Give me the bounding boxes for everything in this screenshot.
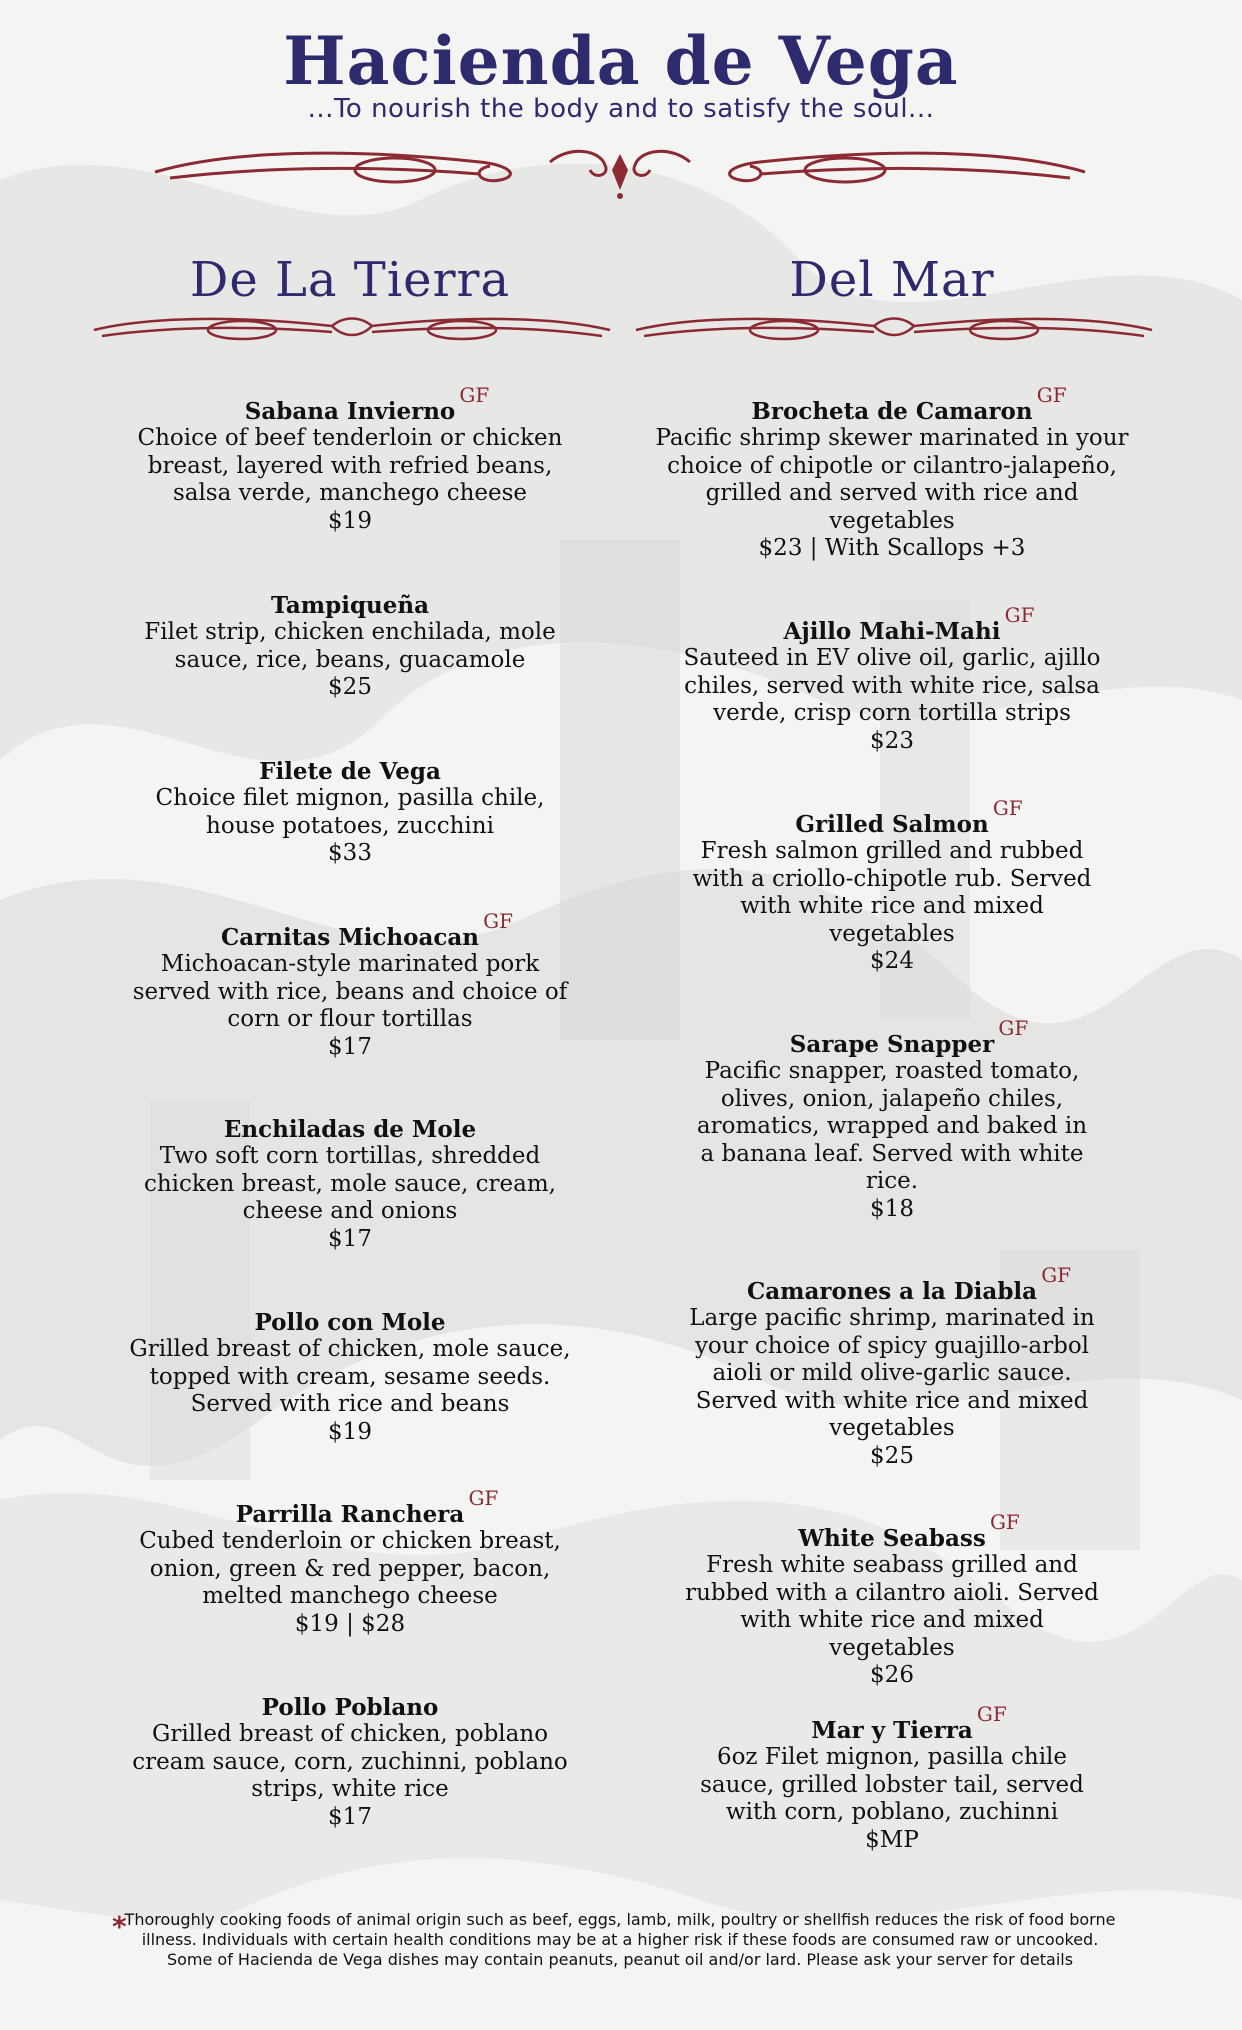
section-title: De La Tierra: [189, 252, 511, 308]
gluten-free-badge: GF: [998, 1016, 1029, 1040]
gluten-free-badge: GF: [989, 1510, 1020, 1534]
dish-description: Cubed tenderloin or chicken breast, onion, green & red pepper, bacon, melted manchego cheese: [139, 1528, 561, 1609]
dish-name: Carnitas Michoacan GF: [220, 909, 514, 951]
menu-item: [90, 1694, 610, 1831]
menu-item: [90, 909, 610, 1061]
dish-description: Two soft corn tortillas, shredded chicken breast, mole sauce, cream, cheese and onions: [143, 1143, 556, 1224]
dish-price: $MP: [865, 1826, 919, 1853]
dish-description: 6oz Filet mignon, pasilla chile sauce, grilled lobster tail, served with corn, poblano, zuchinni: [700, 1744, 1084, 1825]
dish-price: $23 | With Scallops +3: [758, 535, 1026, 561]
dish-price: $23: [870, 727, 914, 754]
de-la-tierra-section: [90, 250, 610, 1830]
menu-item: [632, 603, 1152, 755]
menu-item: [632, 383, 1152, 563]
dish-description: Michoacan-style marinated pork served with rice, beans and choice of corn or flour tortillas: [132, 951, 568, 1032]
dish-description: Grilled breast of chicken, poblano cream sauce, corn, zuchinni, poblano strips, white rice: [132, 1721, 568, 1802]
gluten-free-badge: GF: [468, 1486, 499, 1510]
dish-description: Sauteed in EV olive oil, garlic, ajillo chiles, served with white rice, salsa verde, crisp corn tortilla strips: [683, 645, 1101, 726]
dish-name: Camarones a la Diabla GF: [746, 1263, 1072, 1305]
gluten-free-badge: GF: [459, 383, 490, 407]
dish-price: $19: [328, 507, 372, 534]
dish-name: White Seabass GF: [798, 1510, 1020, 1552]
menu-item: [90, 758, 610, 868]
dish-price: $19: [328, 1418, 372, 1445]
dish-price: $26: [870, 1662, 914, 1688]
dish-name: Enchiladas de Mole: [223, 1116, 477, 1143]
dish-description: Large pacific shrimp, marinated in your choice of spicy guajillo-arbol aioli or mild olive-garlic sauce. Served with white rice and mixed vegetables: [689, 1305, 1095, 1441]
gluten-free-badge: GF: [976, 1702, 1007, 1726]
dish-name: Sabana Invierno GF: [244, 383, 490, 425]
top-ornament-flourish: [150, 140, 1090, 200]
dish-price: $33: [328, 840, 372, 866]
menu-item: [632, 796, 1152, 976]
menu-item: [632, 1702, 1152, 1854]
restaurant-tagline: ...To nourish the body and to satisfy the soul...: [307, 94, 935, 124]
menu-item: [90, 1309, 610, 1446]
right-column-flourish: [634, 312, 1154, 348]
gluten-free-badge: GF: [483, 909, 514, 933]
menu-item: [90, 592, 610, 702]
dish-name: Ajillo Mahi-Mahi GF: [783, 603, 1035, 645]
dish-description: Filet strip, chicken enchilada, mole sauce, rice, beans, guacamole: [144, 619, 556, 673]
gluten-free-badge: GF: [1036, 383, 1067, 407]
menu-item: [632, 1263, 1152, 1470]
menu-item: [632, 1510, 1152, 1690]
dish-name: Filete de Vega: [259, 758, 441, 785]
menu-header: [0, 22, 1242, 124]
dish-price: $25: [328, 674, 372, 700]
menu-item: [90, 1116, 610, 1253]
restaurant-title: Hacienda de Vega: [283, 22, 959, 100]
dish-name: Tampiqueña: [270, 592, 430, 619]
gluten-free-badge: GF: [1004, 603, 1035, 627]
dish-description: Choice of beef tenderloin or chicken breast, layered with refried beans, salsa verde, manchego cheese: [137, 425, 563, 506]
gluten-free-badge: GF: [992, 796, 1023, 820]
dish-name: Brocheta de Camaron GF: [751, 383, 1067, 425]
del-mar-section: [632, 250, 1152, 1853]
dish-name: Sarape Snapper GF: [789, 1016, 1029, 1058]
dish-price: $19 | $28: [294, 1610, 406, 1637]
dish-name: Mar y Tierra GF: [811, 1702, 1007, 1744]
dish-price: $17: [328, 1225, 372, 1252]
dish-name: Grilled Salmon GF: [795, 796, 1023, 838]
menu-item: [632, 1016, 1152, 1223]
gluten-free-badge: GF: [1041, 1263, 1072, 1287]
dish-description: Fresh salmon grilled and rubbed with a criollo-chipotle rub. Served with white rice and mixed vegetables: [692, 838, 1092, 947]
section-title: Del Mar: [789, 252, 995, 308]
dish-description: Pacific shrimp skewer marinated in your choice of chipotle or cilantro-jalapeño, grilled and served with rice and vegetables: [655, 425, 1129, 534]
dish-description: Grilled breast of chicken, mole sauce, topped with cream, sesame seeds. Served with rice and beans: [129, 1336, 571, 1417]
dish-description: Pacific snapper, roasted tomato, olives, onion, jalapeño chiles, aromatics, wrapped and baked in a banana leaf. Served with white rice.: [696, 1058, 1088, 1194]
dish-price: $24: [870, 948, 914, 974]
dish-price: $25: [870, 1442, 914, 1469]
dish-name: Pollo Poblano: [261, 1694, 439, 1721]
menu-item: [90, 1486, 610, 1638]
dish-price: $17: [328, 1803, 372, 1830]
menu-item: [90, 383, 610, 535]
dish-description: Fresh white seabass grilled and rubbed with a cilantro aioli. Served with white rice and mixed vegetables: [685, 1552, 1099, 1661]
footnote-asterisk: *: [112, 1910, 127, 1943]
dish-price: $17: [328, 1033, 372, 1060]
dish-name: Pollo con Mole: [254, 1309, 446, 1336]
food-safety-disclaimer: Thoroughly cooking foods of animal origin such as beef, eggs, lamb, milk, poultry or shellfish reduces the risk of food borne illness. Individuals with certain health conditions may be at a higher risk if these foods are consumed raw or uncooked. Some of Hacienda de Vega dishes may contain peanuts, peanut oil and/or lard. Please ask your server for details: [124, 1910, 1116, 1969]
dish-price: $18: [870, 1195, 914, 1222]
dish-description: Choice filet mignon, pasilla chile, house potatoes, zucchini: [155, 785, 545, 839]
left-column-flourish: [92, 312, 612, 348]
dish-name: Parrilla Ranchera GF: [235, 1486, 499, 1528]
